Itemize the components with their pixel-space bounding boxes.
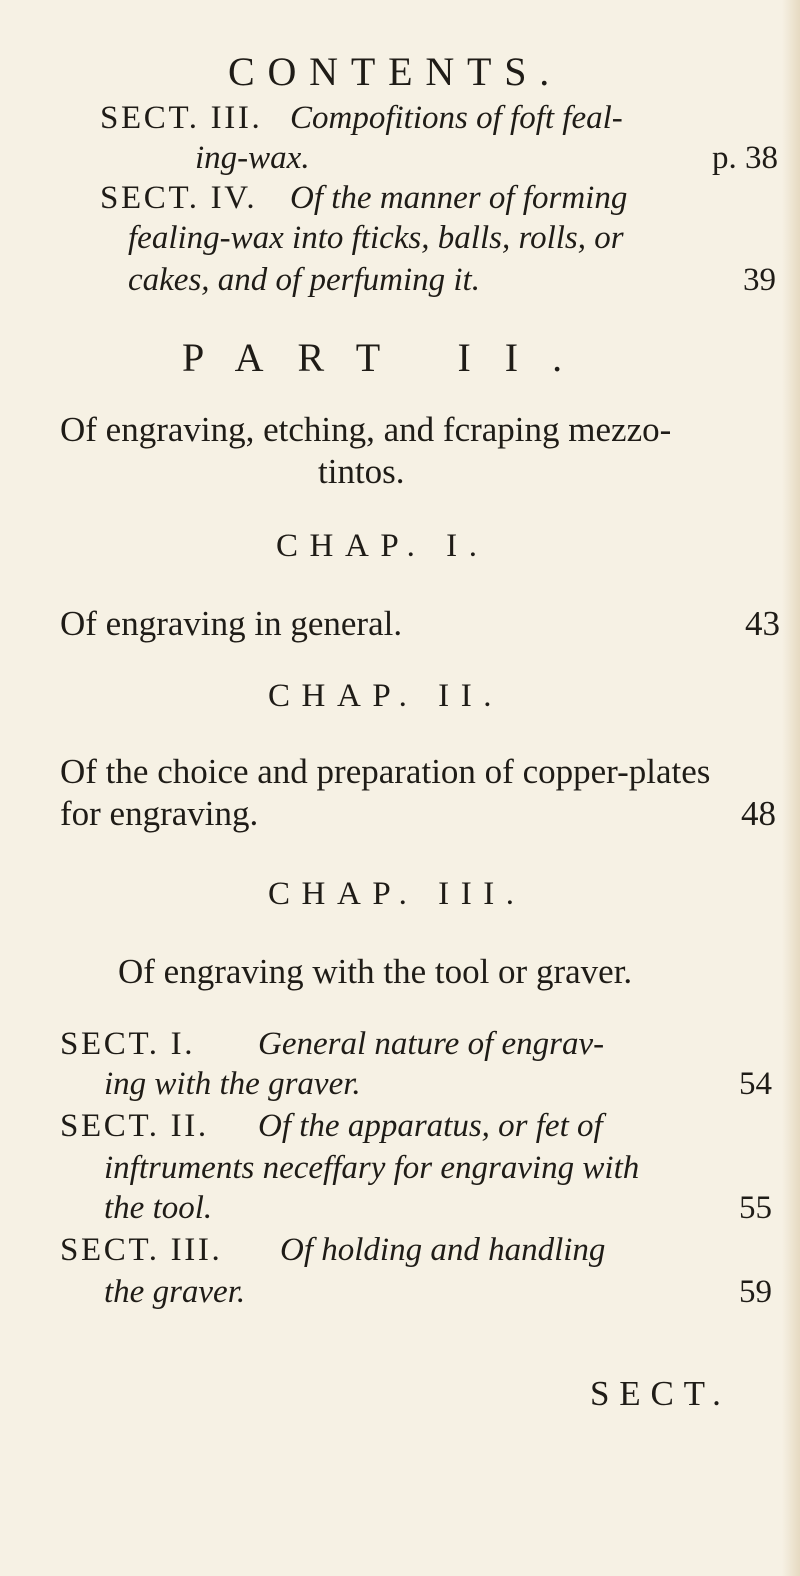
section-number: SECT. I. [60, 1026, 196, 1062]
section-number: SECT. III. [100, 100, 263, 136]
section-title-line: Of the apparatus, or fet of [258, 1108, 603, 1144]
section-title-line: the graver. [104, 1274, 246, 1310]
section-title-line: ing with the graver. [104, 1066, 361, 1102]
section-title-line: cakes, and of perfuming it. [128, 262, 480, 298]
section-title-line: ing-wax. [195, 140, 310, 176]
section-title-line: the tool. [104, 1190, 213, 1226]
chapter-description: Of engraving in general. [60, 604, 403, 643]
chapter-description-line: Of the choice and preparation of copper-plates [60, 752, 711, 791]
section-title-line: inftruments neceffary for engraving with [104, 1150, 640, 1186]
page-number: 43 [745, 604, 780, 643]
section-title-line: General nature of engrav- [258, 1026, 605, 1062]
page-edge-shading [782, 0, 800, 1576]
part-heading: PART II. [182, 335, 597, 380]
section-title-line: Of holding and handling [280, 1232, 606, 1268]
section-title-line: Of the manner of forming [290, 180, 628, 216]
section-title-line: Compofitions of foft feal- [290, 100, 623, 136]
part-description-line: Of engraving, etching, and fcraping mezzo- [60, 410, 672, 449]
page-number: 39 [743, 262, 776, 298]
part-description-line: tintos. [318, 452, 405, 491]
section-number: SECT. IV. [100, 180, 258, 216]
page-number: 55 [739, 1190, 772, 1226]
chapter-heading: CHAP. I. [276, 528, 489, 564]
chapter-description-line: for engraving. [60, 794, 259, 833]
chapter-heading: CHAP. III. [268, 876, 526, 912]
running-head: CONTENTS. [228, 49, 563, 94]
page-number: 54 [739, 1066, 772, 1102]
page-number: 59 [739, 1274, 772, 1310]
chapter-description: Of engraving with the tool or graver. [118, 952, 633, 991]
section-number: SECT. II. [60, 1108, 209, 1144]
catchword: SECT. [590, 1374, 731, 1413]
section-title-line: fealing-wax into fticks, balls, rolls, or [128, 220, 624, 256]
page-number: 48 [741, 794, 776, 833]
chapter-heading: CHAP. II. [268, 678, 504, 714]
section-number: SECT. III. [60, 1232, 223, 1268]
page-number: p. 38 [712, 140, 778, 176]
